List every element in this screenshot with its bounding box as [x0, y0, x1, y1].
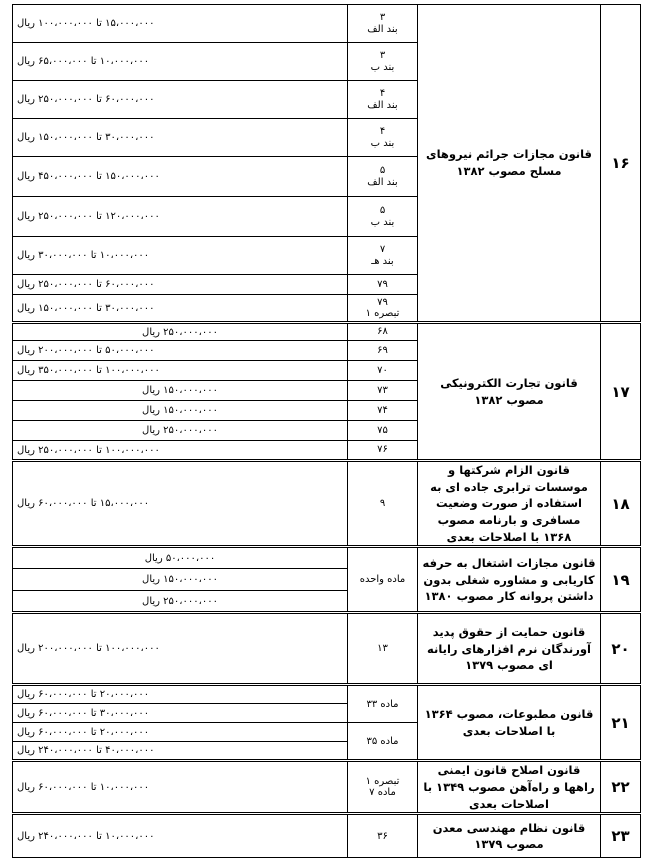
penalty-cell: ۱۰،۰۰۰،۰۰۰ تا ۲۴۰،۰۰۰،۰۰۰ ریال: [13, 814, 348, 858]
penalty-cell: ۱۲۰،۰۰۰،۰۰۰ تا ۲۵۰،۰۰۰،۰۰۰ ریال: [13, 197, 348, 237]
law-title: قانون مجازات جرائم نیروهای مسلح مصوب ۱۳۸۲: [418, 5, 601, 323]
table-row: [13, 5, 641, 43]
article-cell: ۳۶: [348, 814, 418, 858]
row-number: ۲۰: [601, 613, 641, 685]
row-number: ۲۳: [601, 814, 641, 858]
article-cell: ۷۰: [348, 361, 418, 381]
penalty-cell: ۳۰،۰۰۰،۰۰۰ تا ۱۵۰،۰۰۰،۰۰۰ ریال: [13, 295, 348, 323]
law-title: قانون اصلاح قانون ایمنی راهها و راه‌آهن مصوب ۱۳۴۹ با اصلاحات بعدی: [418, 761, 601, 814]
article-cell: ۱۳: [348, 613, 418, 685]
penalty-cell: ۱۵۰،۰۰۰،۰۰۰ تا ۴۵۰،۰۰۰،۰۰۰ ریال: [13, 157, 348, 197]
law-title: قانون مجازات اشتغال به حرفه کاریابی و مشاوره شغلی بدون داشتن پروانه کار مصوب ۱۳۸۰: [418, 547, 601, 613]
row-number: ۲۲: [601, 761, 641, 814]
article-cell: ۶۸: [348, 323, 418, 341]
article-cell: ۴ بند ب: [348, 119, 418, 157]
article-cell: ۴ بند الف: [348, 81, 418, 119]
penalty-cell: ۱۰،۰۰۰،۰۰۰ تا ۳۰،۰۰۰،۰۰۰ ریال: [13, 237, 348, 275]
article-cell: ماده ۳۵: [348, 723, 418, 761]
table-row: [13, 613, 641, 685]
law-title: قانون نظام مهندسی معدن مصوب ۱۳۷۹: [418, 814, 601, 858]
article-cell: ۵ بند الف: [348, 157, 418, 197]
article-cell: تبصره ۱ ماده ۷: [348, 761, 418, 814]
penalty-cell: ۲۰،۰۰۰،۰۰۰ تا ۶۰،۰۰۰،۰۰۰ ریال: [13, 685, 348, 704]
row-number: ۱۷: [601, 323, 641, 461]
penalty-cell: ۱۵،۰۰۰،۰۰۰ تا ۶۰،۰۰۰،۰۰۰ ریال: [13, 461, 348, 547]
law-title: قانون حمایت از حقوق پدید آورندگان نرم افزارهای رایانه ای مصوب ۱۳۷۹: [418, 613, 601, 685]
penalty-cell: ۱۵۰،۰۰۰،۰۰۰ ریال: [13, 401, 348, 421]
article-cell: ۹: [348, 461, 418, 547]
penalty-cell: ۱۵۰،۰۰۰،۰۰۰ ریال: [13, 381, 348, 401]
penalty-cell: ۴۰،۰۰۰،۰۰۰ تا ۲۴۰،۰۰۰،۰۰۰ ریال: [13, 742, 348, 761]
penalty-cell: ۲۰،۰۰۰،۰۰۰ تا ۶۰،۰۰۰،۰۰۰ ریال: [13, 723, 348, 742]
table-row: [13, 814, 641, 858]
law-title: قانون الزام شرکتها و موسسات ترابری جاده ای به استفاده از صورت وضعیت مسافری و بارنامه مصوب ۱۳۶۸ با اصلاحات بعدی: [418, 461, 601, 547]
article-cell: ۵ بند ب: [348, 197, 418, 237]
penalty-cell: ۱۰۰،۰۰۰،۰۰۰ تا ۲۵۰،۰۰۰،۰۰۰ ریال: [13, 441, 348, 461]
penalty-cell: ۱۰،۰۰۰،۰۰۰ تا ۶۵،۰۰۰،۰۰۰ ریال: [13, 43, 348, 81]
article-cell: ۷ بند هـ: [348, 237, 418, 275]
article-cell: ۷۵: [348, 421, 418, 441]
article-cell: ماده واحده: [348, 547, 418, 613]
article-cell: ۷۳: [348, 381, 418, 401]
penalty-cell: ۲۵۰،۰۰۰،۰۰۰ ریال: [13, 421, 348, 441]
row-number: ۱۶: [601, 5, 641, 323]
table-row: [13, 461, 641, 547]
row-number: ۲۱: [601, 685, 641, 761]
penalty-cell: ۲۵۰،۰۰۰،۰۰۰ ریال: [13, 591, 348, 613]
penalty-cell: ۱۰۰،۰۰۰،۰۰۰ تا ۳۵۰،۰۰۰،۰۰۰ ریال: [13, 361, 348, 381]
row-number: ۱۸: [601, 461, 641, 547]
penalty-cell: ۶۰،۰۰۰،۰۰۰ تا ۲۵۰،۰۰۰،۰۰۰ ریال: [13, 275, 348, 295]
law-title: قانون مطبوعات، مصوب ۱۳۶۴ با اصلاحات بعدی: [418, 685, 601, 761]
penalty-cell: ۵۰،۰۰۰،۰۰۰ ریال: [13, 547, 348, 569]
table-row: [13, 323, 641, 341]
row-number: ۱۹: [601, 547, 641, 613]
table-row: [13, 685, 641, 704]
article-cell: ۷۹ تبصره ۱: [348, 295, 418, 323]
document-page: [12, 4, 640, 858]
article-cell: ۳ بند الف: [348, 5, 418, 43]
penalty-table: [12, 4, 641, 858]
article-cell: ماده ۳۳: [348, 685, 418, 723]
article-cell: ۷۴: [348, 401, 418, 421]
penalty-cell: ۵۰،۰۰۰،۰۰۰ تا ۲۰۰،۰۰۰،۰۰۰ ریال: [13, 341, 348, 361]
article-cell: ۷۹: [348, 275, 418, 295]
penalty-cell: ۶۰،۰۰۰،۰۰۰ تا ۲۵۰،۰۰۰،۰۰۰ ریال: [13, 81, 348, 119]
penalty-cell: ۱۵۰،۰۰۰،۰۰۰ ریال: [13, 569, 348, 591]
law-title: قانون تجارت الکترونیکی مصوب ۱۳۸۲: [418, 323, 601, 461]
article-cell: ۷۶: [348, 441, 418, 461]
penalty-cell: ۱۰۰،۰۰۰،۰۰۰ تا ۲۰۰،۰۰۰،۰۰۰ ریال: [13, 613, 348, 685]
table-row: [13, 761, 641, 814]
penalty-cell: ۲۵۰،۰۰۰،۰۰۰ ریال: [13, 323, 348, 341]
article-cell: ۳ بند ب: [348, 43, 418, 81]
penalty-cell: ۱۵،۰۰۰،۰۰۰ تا ۱۰۰،۰۰۰،۰۰۰ ریال: [13, 5, 348, 43]
article-cell: ۶۹: [348, 341, 418, 361]
penalty-cell: ۳۰،۰۰۰،۰۰۰ تا ۶۰،۰۰۰،۰۰۰ ریال: [13, 704, 348, 723]
penalty-cell: ۳۰،۰۰۰،۰۰۰ تا ۱۵۰،۰۰۰،۰۰۰ ریال: [13, 119, 348, 157]
table-row: [13, 547, 641, 569]
penalty-cell: ۱۰،۰۰۰،۰۰۰ تا ۶۰،۰۰۰،۰۰۰ ریال: [13, 761, 348, 814]
